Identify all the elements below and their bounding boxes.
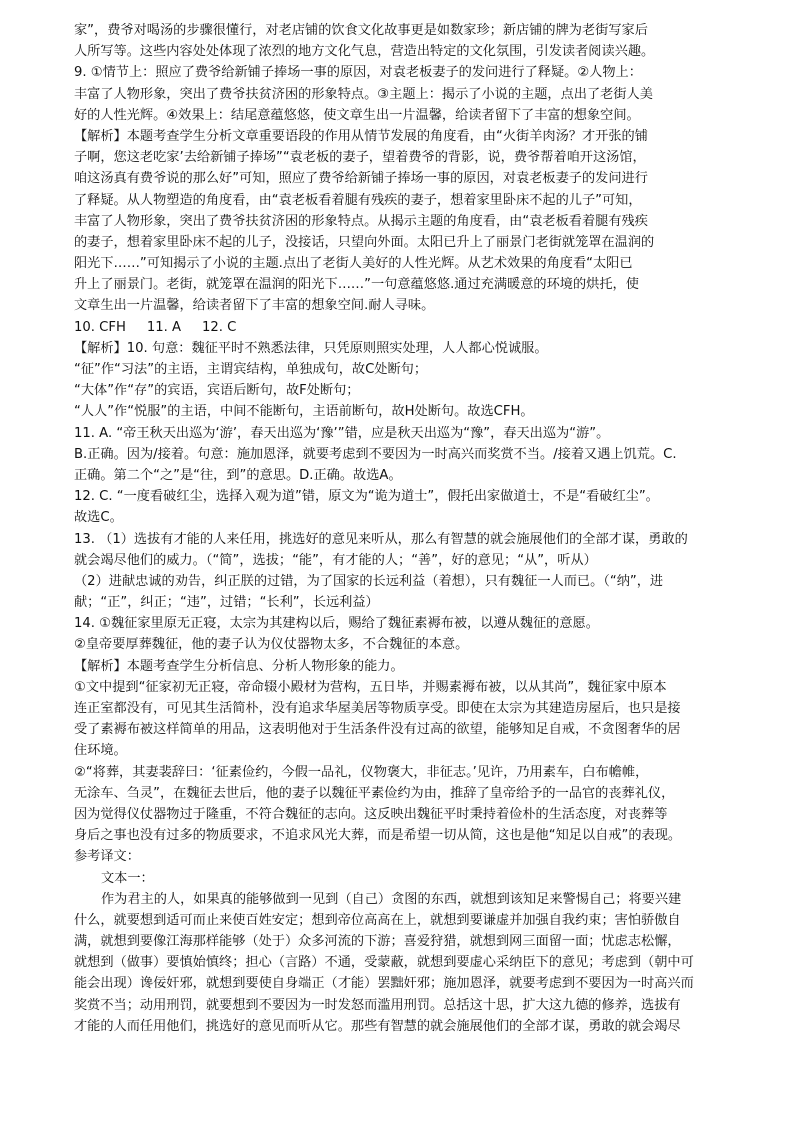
paragraph-line: 连正室都没有，可见其生活简朴，没有追求华屋美居等物质享受。即使在太宗为其建造房屋后，也只是接 xyxy=(74,701,681,716)
paragraph-line: ②“将葬，其妻裴辞曰：‘征素俭约，今假一品礼，仪物褒大，非征志。’见许，乃用素车，白布幨帷， xyxy=(74,764,649,780)
text-one-heading: 文本一： xyxy=(101,870,154,886)
answer-key-text xyxy=(74,20,734,1037)
paragraph-line: 才能的人而任用他们，挑选好的意见而听从它。那些有智慧的就会施展他们的全部才谋，勇敢的就会竭尽 xyxy=(74,1018,681,1034)
paragraph-line: 身后之事也没有过多的物质要求，不追求风光大葬，而是希望一切从简，这也是他“知足以自戒”的表现。 xyxy=(74,828,682,844)
paragraph-line: 子啊，您这老吃家’去给新铺子捧场”“袁老板的妻子，望着费爷的背影，说，费爷帮着咱开这汤馆， xyxy=(74,150,646,166)
paragraph-line: 就会竭尽他们的威力。（“简”，选拔；“能”，有才能的人；“善”，好的意见；“从”，听从） xyxy=(74,552,597,568)
answer-9-line: 9. ①情节上：照应了费爷给新铺子捧场一事的原因，对袁老板妻子的发问进行了释疑。②人物上： xyxy=(74,65,642,81)
paragraph-line: 文章生出一片温馨，给读者留下了丰富的想象空间.耐人寻味。 xyxy=(74,298,435,314)
paragraph-line: 住环境。 xyxy=(74,743,127,759)
paragraph-line: “人人”作“悦服”的主语，中间不能断句，主语前断句，故H处断句。故选CFH。 xyxy=(74,404,534,420)
paragraph-line: B.正确。因为/接着。句意：施加恩泽，就要考虑到不要因为一时高兴而奖赏不当。/接着又遇上饥荒。C. xyxy=(74,446,677,462)
paragraph-line: 好的人性光辉。④效果上：结尾意蕴悠悠，使文章生出一片温馨，给读者留下了丰富的想象空间。 xyxy=(74,107,640,123)
answer-11-line: 11. A. “帝王秋天出巡为‘游’，春天出巡为‘豫’”错，应是秋天出巡为“豫”，春天出巡为“游”。 xyxy=(74,425,610,441)
paragraph-line: 作为君主的人，如果真的能够做到一见到（自己）贪图的东西，就想到该知足来警惕自己；将要兴建 xyxy=(101,891,682,907)
paragraph-line: 人所写等。这些内容处处体现了浓烈的地方文化气息，营造出特定的文化氛围，引发读者阅读兴趣。 xyxy=(74,44,655,60)
paragraph-line: 就想到（做事）要慎始慎终；担心（言路）不通，受蒙蔽，就想到要虚心采纳臣下的意见；考虑到（朝中可 xyxy=(74,955,694,971)
paragraph-line: 满，就想到要像江海那样能够（处于）众多河流的下游；喜爱狩猎，就想到网三面留一面；忧虑志松懈， xyxy=(74,934,681,950)
answer-10-12-line: 10. CFH 11. A 12. C xyxy=(74,319,237,335)
paragraph-line: 的妻子，想着家里卧床不起的儿子，没接话，只望向外面。太阳已升上了丽景门老街就笼罩在温润的 xyxy=(74,234,655,250)
answer-12-line: 12. C. “一度看破红尘，选择入观为道”错，原文为“诡为道士”，假托出家做道士，不是“看破红尘”。 xyxy=(74,489,659,505)
analysis-line: 【解析】本题考查学生分析文章重要语段的作用从情节发展的角度看，由“火街羊肉汤？才开张的铺 xyxy=(74,128,648,144)
paragraph-line: 丰富了人物形象，突出了费爷扶贫济困的形象特点。③主题上：揭示了小说的主题，点出了老街人美 xyxy=(74,86,653,102)
paragraph-line: 受了素褥布被这样简单的用品，这表明他对于生活条件没有过高的欲望，能够知足自戒，不贪图奢华的居 xyxy=(74,722,681,738)
paragraph-line: 家”，费爷对喝汤的步骤很懂行，对老店铺的饮食文化故事更是如数家珍；新店铺的牌为老街写家后 xyxy=(74,23,648,38)
paragraph-line: 能会出现）谗佞奸邪，就想到要使自身端正（才能）罢黜奸邪；施加恩泽，就要考虑到不要因为一时高兴而 xyxy=(74,976,694,992)
paragraph-line: ①文中提到“征家初无正寝，帝命辍小殿材为营构，五日毕，并赐素褥布被，以从其尚”，魏征家中原本 xyxy=(74,679,667,695)
paragraph-line: 丰富了人物形象，突出了费爷扶贫济困的形象特点。从揭示主题的角度看，由“袁老板看着腿有残疾 xyxy=(74,213,648,229)
paragraph-line: （2）进献忠诚的劝告，纠正朕的过错，为了国家的长远利益（着想），只有魏征一人而已。（“纳”，进 xyxy=(74,573,664,589)
paragraph-line: “大体”作“存”的宾语，宾语后断句，故F处断句； xyxy=(74,383,360,399)
paragraph-line: 了释疑。从人物塑造的角度看，由“袁老板看着腿有残疾的妻子，想着家里卧床不起的儿子”可知， xyxy=(74,192,642,208)
paragraph-line: 正确。第二个“之”是“往，到”的意思。D.正确。故选A。 xyxy=(74,467,402,483)
paragraph-line: 什么，就要想到适可而止来使百姓安定；想到帝位高高在上，就想到要谦虚并加强自我约束；害怕骄傲自 xyxy=(74,912,681,928)
paragraph-line: 阳光下……”可知揭示了小说的主题.点出了老街人美好的人性光辉。从艺术效果的角度看“太阳已 xyxy=(74,256,633,272)
analysis-line: 【解析】本题考查学生分析信息、分析人物形象的能力。 xyxy=(74,658,404,674)
analysis-line: 【解析】10. 句意：魏征平时不熟悉法律，只凭原则照实处理，人人都心悦诚服。 xyxy=(74,340,548,356)
paragraph-line: 献；“正”，纠正；“违”，过错；“长利”，长远利益） xyxy=(74,595,379,611)
paragraph-line: 咱这汤真有费爷说的那么好”可知，照应了费爷给新铺子捧场一事的原因，对袁老板妻子的发问进行 xyxy=(74,171,648,187)
translation-heading: 参考译文： xyxy=(74,849,140,865)
answer-13-line: 13. （1）选拔有才能的人来任用，挑选好的意见来听从，那么有智慧的就会施展他们的全部才谋，勇敢的 xyxy=(74,531,688,547)
paragraph-line: ②皇帝要厚葬魏征，他的妻子认为仪仗器物太多，不合魏征的本意。 xyxy=(74,637,469,653)
answer-14-line: 14. ①魏征家里原无正寝，太宗为其建构以后，赐给了魏征素褥布被，以遵从魏征的意愿。 xyxy=(74,616,599,632)
paragraph-line: “征”作“习法”的主语，主谓宾结构，单独成句，故C处断句； xyxy=(74,362,428,377)
paragraph-line: 奖赏不当；动用刑罚，就要想到不要因为一时发怒而滥用刑罚。总括这十思，扩大这九德的修养，选拔有 xyxy=(74,997,681,1013)
paragraph-line: 因为觉得仪仗器物过于隆重，不符合魏征的志向。这反映出魏征平时秉持着俭朴的生活态度，对丧葬等 xyxy=(74,806,668,822)
paragraph-line: 无涂车、刍灵”，在魏征去世后，他的妻子以魏征平素俭约为由，推辞了皇帝给予的一品官的丧葬礼仪， xyxy=(74,785,675,801)
paragraph-line: 故选C。 xyxy=(74,510,123,526)
paragraph-line: 升上了丽景门。老街，就笼罩在温润的阳光下……”一句意蕴悠悠.通过充满暖意的环境的烘托，使 xyxy=(74,277,639,293)
